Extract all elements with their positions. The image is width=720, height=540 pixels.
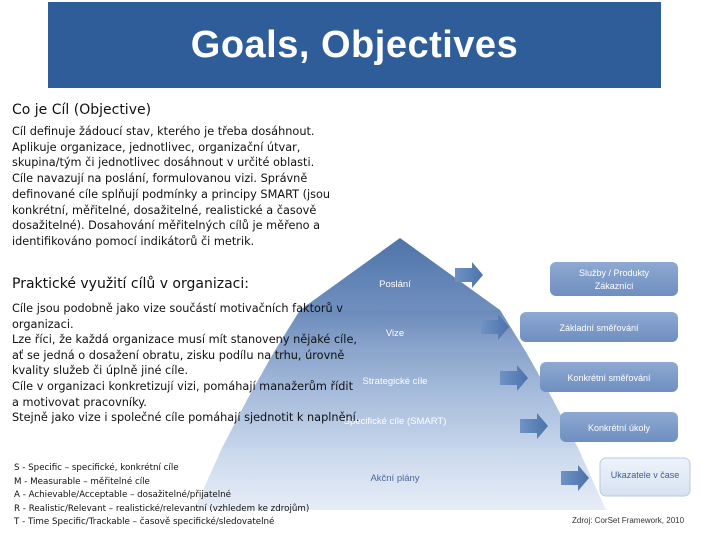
smart-item: A - Achievable/Acceptable – dosažitelné/přijatelné (14, 490, 232, 501)
pyramid-label-mission: Poslání (379, 279, 411, 290)
smart-item: T - Time Specific/Trackable – časově specifické/sledovatelné (14, 517, 275, 528)
smart-item: M - Measurable – měřitelné cíle (14, 476, 150, 487)
slide-title: Goals, Objectives (190, 23, 519, 66)
pyramid-label-vision: Vize (385, 328, 405, 339)
smart-item: S - Specific – specifické, konkrétní cíle (14, 463, 179, 473)
right-box-concrete-direction-label: Konkrétní směřování (567, 373, 651, 383)
right-box-concrete-tasks-label: Konkrétní úkoly (587, 423, 651, 433)
pyramid-label-strategic-goals: Strategické cíle (362, 376, 428, 387)
paragraph-objective: Cíl definuje žádoucí stav, kterého je třeba dosáhnout. Aplikuje organizace, jednotlivec, organizační útvar, skupina/tým či jednotlivec dosáhnout v určité oblasti. Cíle navazují na poslání, formulovanou vizi. Správně definované cíle splňují podmínky a principy SMART (jsou konkrétní, měřitelné, dosažitelné, realistické a časově dosažitelné). Dosahování měřitelných cílů je měřeno a identifikováno pomocí indikátorů či metrik. (12, 125, 331, 248)
usage-line: Stejně jako vize i společné cíle pomáhají sjednotit k naplnění. (12, 411, 360, 425)
right-box-indicators-in-time-label: Ukazatele v čase (610, 470, 680, 480)
right-box-basic-direction-label: Základní směřování (559, 323, 639, 333)
usage-line: Cíle jsou podobně jako vize součástí motivačních faktorů v organizaci. (12, 302, 343, 331)
smart-item: R - Realistic/Relevant – realistické/relevantní (vzhledem ke zdrojům) (14, 503, 310, 514)
heading-practical-usage: Praktické využití cílů v organizaci: (12, 276, 249, 292)
heading-objective: Co je Cíl (Objective) (12, 102, 152, 118)
usage-line: Lze říci, že každá organizace musí mít stanoveny nějaké cíle, ať se jedná o dosažení obratu, zisku podílu na trhu, úrovně kvality služeb či úplně jiné cíle. (12, 333, 357, 378)
paragraph-practical-usage (12, 301, 362, 426)
pyramid-label-specific-goals: Specifické cíle (SMART) (343, 416, 447, 427)
right-box-products-line2: Zákazníci (594, 281, 634, 291)
usage-line: Cíle v organizaci konkretizují vizi, pomáhají manažerům řídit a motivovat pracovníky. (12, 379, 353, 409)
smart-list (14, 462, 334, 530)
pyramid-label-action-plans: Akční plány (370, 473, 420, 484)
right-box-products-line1: Služby / Produkty (578, 268, 650, 278)
source-citation: Zdroj: CorSet Framework, 2010 (572, 516, 685, 525)
